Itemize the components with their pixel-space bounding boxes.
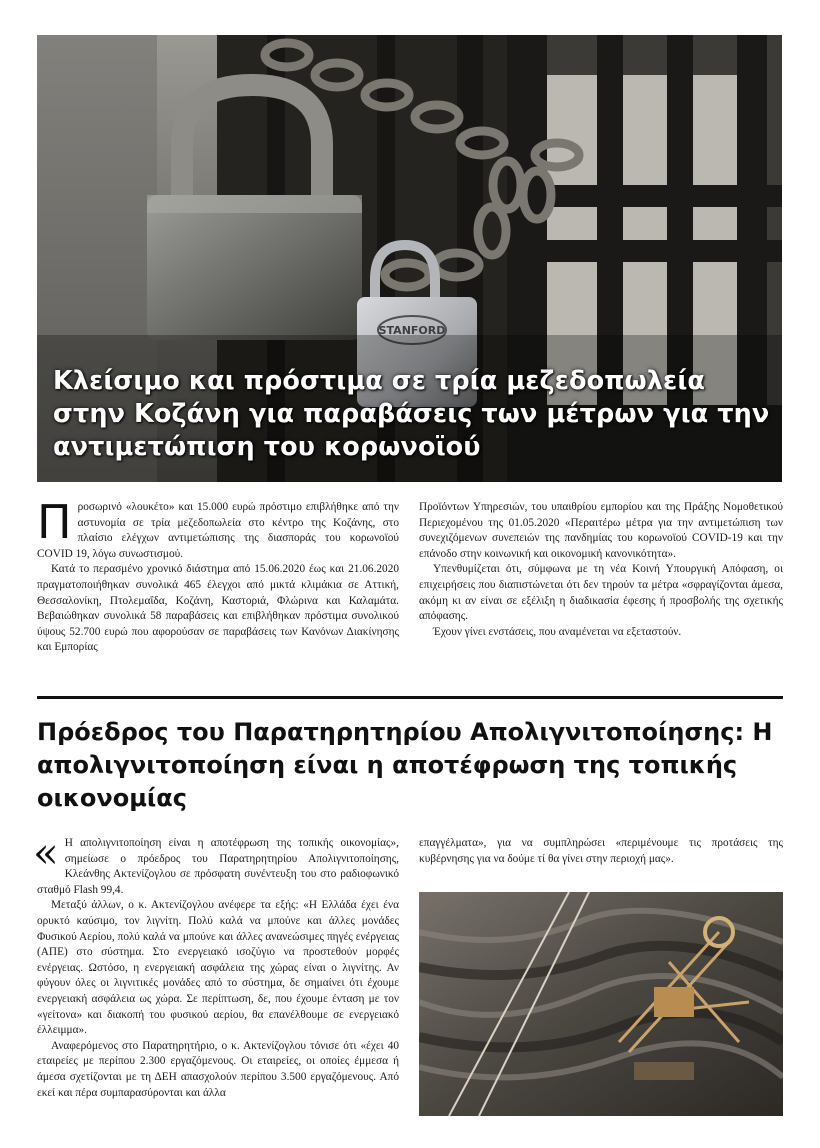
article2-paragraph-2: Μεταξύ άλλων, ο κ. Ακτενίζογλου ανέφερε τα εξής: «Η Ελλάδα έχει ένα ορυκτό καύσιμο, τον λιγνίτη. Πολύ καλά να μπούνε και άλλες μονάδες Φυσικού Αερίου, πολύ καλά να μπούνε και άλλες ανανεώσιμες πηγές ενέργειας (ΑΠΕ) στο σύστημα. Στο ενεργειακό ισοζύγιο να προστεθούν μορφές ενέργειας. Ωστόσο, η ενεργειακή ασφάλεια της χώρας είναι ο λιγνίτης. Αν φύγουν όλες οι λιγνιτικές μονάδες από το σύστημα, δε σημαίνει ότι έχουμε ενεργειακή ασφάλεια ως χώρα. Σε περίπτωση, δε, που έχουμε ένταση με τον «γείτονα» και διακοπή του φυσικού αερίου, θα επανέλθουμε σε ενεργειακό έλλειμμα». <box>37 899 399 1037</box>
article2-paragraph-1 <box>33 828 399 898</box>
article1-paragraph-1 <box>37 495 399 562</box>
article1-paragraph-4: Υπενθυμίζεται ότι, σύμφωνα με τη νέα Κοινή Υπουργική Απόφαση, οι επιχειρήσεις που διαπιστώνεται ότι δεν τηρούν τα μέτρα «σφραγίζονται άμεσα, ακόμη κι αν είναι σε εξέλιξη η διαδικασία έφεσης ή προσβολής της σχετικής απόφασης. <box>419 563 783 623</box>
mine-excavator-illustration <box>419 892 783 1116</box>
article1-column-1 <box>37 495 399 656</box>
article1-paragraph-1-text: ροσωρινό «λουκέτο» και 15.000 ευρώ πρόστιμο επιβλήθηκε από την αστυνομία σε τρία μεζεδοπωλεία στο κέντρο της Κοζάνης, στο πλαίσιο ελέγχων αντιμετώπισης της διασποράς του κορωνοϊού COVID 19, λόγω συνωστισμού. <box>37 501 399 560</box>
quote-mark: « <box>33 828 59 877</box>
article2-paragraph-4: επαγγέλματα», για να συμπληρώσει «περιμένουμε τις προτάσεις της κυβέρνησης για να δούμε τί θα γίνει στην περιοχή μας». <box>419 837 783 865</box>
article1-paragraph-2: Κατά το περασμένο χρονικό διάστημα από 15.06.2020 έως και 21.06.2020 πραγματοποιήθηκαν συνολικά 465 έλεγχοι από μικτά κλιμάκια σε Αττική, Θεσσαλονίκη, Πτολεμαΐδα, Κοζάνη, Καστοριά, Φλώρινα και Καλαμάτα. Βεβαιώθηκαν συνολικά 58 παραβάσεις και επιβλήθηκαν πρόστιμα συνολικού ύψους 52.700 ευρώ που αφορούσαν σε παραβάσεις των Κανόνων Διακίνησης και Εμπορίας <box>37 563 399 654</box>
section-divider <box>37 696 783 699</box>
article2-paragraph-3: Αναφερόμενος στο Παρατηρητήριο, ο κ. Ακτενίζογλου τόνισε ότι «έχει 40 εταιρείες με περίπου 2.300 εργαζόμενους. Οι εταιρείες, οι οποίες έμμεσα ή άμεσα σχετίζονται με τη ΔΕΗ απασχολούν περίπου 3.500 εργαζόμενους. Από εκεί και πέρα συμπαρασύρονται και άλλα <box>37 1039 399 1099</box>
lignite-mine-photo <box>419 892 783 1116</box>
article2-headline: Πρόεδρος του Παρατηρητηρίου Απολιγνιτοποίησης: Η απολιγνιτοποίηση είναι η αποτέφρωση της τοπικής οικονομίας <box>37 718 773 812</box>
article2-paragraph-1-text: Η απολιγνιτοποίηση είναι η αποτέφρωση της τοπικής οικονομίας», σημείωσε ο πρόεδρος του Παρατηρητηρίου Απολιγνιτοποίησης, Κλεάνθης Ακτενίζογλου σε πρόσφατη συνέντευξη του στο ραδιοφωνικό σταθμό Flash 99,4. <box>37 837 399 896</box>
padlock-brand-label: STANFORD <box>378 324 446 337</box>
article1-column-2 <box>419 500 783 640</box>
article2-column-2 <box>419 836 783 867</box>
article2-column-1 <box>33 828 399 1101</box>
article1-paragraph-3: Προϊόντων Υπηρεσιών, του υπαιθρίου εμπορίου και της Πράξης Νομοθετικού Περιεχομένου της 01.05.2020 «Περαιτέρω μέτρα για την αντιμετώπιση των συνεχιζόμενων συνεπειών της πανδημίας του κορωνοϊού COVID-19 και την επάνοδο στην κοινωνική και οικονομική κανονικότητα». <box>419 501 783 560</box>
article1-paragraph-5: Έχουν γίνει ενστάσεις, που αναμένεται να εξεταστούν. <box>433 625 682 638</box>
hero-photo-padlocked-gate <box>37 35 782 482</box>
dropcap: Π <box>37 495 72 549</box>
article1-headline: Κλείσιμο και πρόστιμα σε τρία μεζεδοπωλεία στην Κοζάνη για παραβάσεις των μέτρων για την αντιμετώπιση του κορωνοϊού <box>53 366 770 462</box>
